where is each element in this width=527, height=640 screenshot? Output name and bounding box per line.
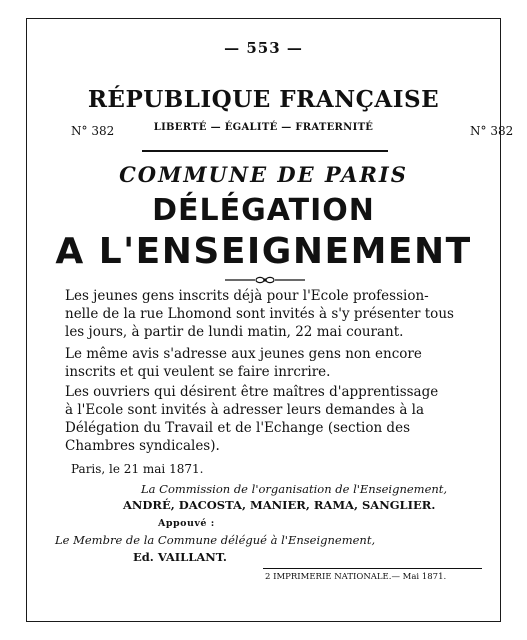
footer-rule <box>263 568 482 569</box>
body-line: Délégation du Travail et de l'Echange (section des <box>65 420 410 436</box>
approved-label: Appouvé : <box>158 518 215 529</box>
poster-number-right: N° 382 <box>470 124 514 138</box>
commission-line: La Commission de l'organisation de l'Enseignement, <box>141 482 448 496</box>
motto: LIBERTÉ — ÉGALITÉ — FRATERNITÉ <box>153 122 374 133</box>
signatories: ANDRÉ, DACOSTA, MANIER, RAMA, SANGLIER. <box>123 498 436 512</box>
paragraph-workers <box>65 383 438 455</box>
printer-imprint: 2 IMPRIMERIE NATIONALE.— Mai 1871. <box>265 572 447 582</box>
paragraph-school <box>65 287 454 341</box>
body-line: Les jeunes gens inscrits déjà pour l'Ecole profession- <box>65 288 429 304</box>
member-line: Le Membre de la Commune délégué à l'Enseignement, <box>55 533 376 547</box>
paragraph-registration <box>65 345 422 381</box>
member-name: Ed. VAILLANT. <box>133 550 227 564</box>
page-number: — 553 — <box>224 39 303 57</box>
body-line: inscrits et qui veulent se faire inrcrire. <box>65 364 331 380</box>
ornament-divider <box>225 275 305 285</box>
body-line: Chambres syndicales). <box>65 438 220 454</box>
title-line-2: A L'ENSEIGNEMENT <box>55 231 472 272</box>
republic-heading: RÉPUBLIQUE FRANÇAISE <box>87 86 440 113</box>
poster <box>26 18 514 622</box>
header-rule <box>142 150 388 152</box>
commune-heading: COMMUNE DE PARIS <box>119 162 408 187</box>
body-line: les jours, à partir de lundi matin, 22 mai courant. <box>65 324 404 340</box>
body-line: nelle de la rue Lhomond sont invités à s'y présenter tous <box>65 306 454 322</box>
body-line: à l'Ecole sont invités à adresser leurs demandes à la <box>65 402 425 418</box>
body-line: Les ouvriers qui désirent être maîtres d'apprentissage <box>65 384 439 400</box>
poster-number-left: N° 382 <box>71 124 115 138</box>
body-line: Le même avis s'adresse aux jeunes gens non encore <box>65 346 422 362</box>
title-line-1: DÉLÉGATION <box>152 193 375 228</box>
date-line: Paris, le 21 mai 1871. <box>71 462 204 476</box>
